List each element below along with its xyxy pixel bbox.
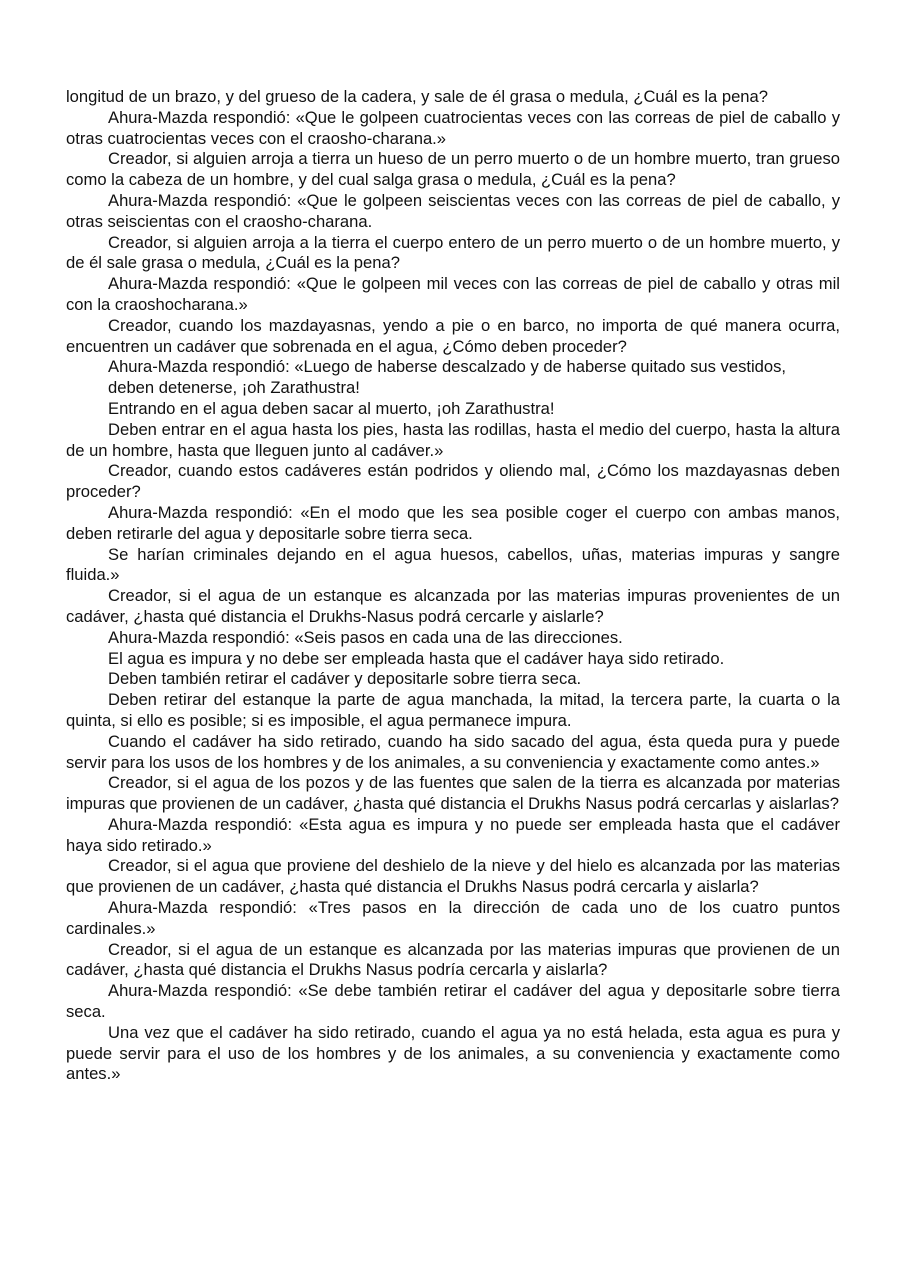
paragraph-22: Ahura-Mazda respondió: «Esta agua es impura y no puede ser empleada hasta que el cadáver haya sido retirado.» <box>66 814 840 855</box>
paragraph-12: Creador, cuando estos cadáveres están podridos y oliendo mal, ¿Cómo los mazdayasnas deben proceder? <box>66 461 840 502</box>
paragraph-4: Ahura-Mazda respondió: «Que le golpeen seiscientas veces con las correas de piel de caballo, y otras seiscientas con el craosho-charana. <box>66 190 840 231</box>
paragraph-9: deben detenerse, ¡oh Zarathustra! <box>108 378 360 398</box>
paragraph-8: Ahura-Mazda respondió: «Luego de haberse descalzado y de haberse quitado sus vestidos, <box>108 357 787 377</box>
paragraph-27: Una vez que el cadáver ha sido retirado, cuando el agua ya no está helada, esta agua es pura y puede servir para el uso de los hombres y de los animales, a su conveniencia y exactamente como antes.» <box>66 1022 840 1084</box>
paragraph-7: Creador, cuando los mazdayasnas, yendo a pie o en barco, no importa de qué manera ocurra, encuentren un cadáver que sobrenada en el agua, ¿Cómo deben proceder? <box>66 315 840 356</box>
paragraph-14: Se harían criminales dejando en el agua huesos, cabellos, uñas, materias impuras y sangre fluida.» <box>66 544 840 585</box>
paragraph-25: Creador, si el agua de un estanque es alcanzada por las materias impuras que provienen de un cadáver, ¿hasta qué distancia el Drukhs Nasus podría cercarla y aislarla? <box>66 939 840 980</box>
paragraph-5: Creador, si alguien arroja a la tierra el cuerpo entero de un perro muerto o de un hombre muerto, y de él sale grasa o medula, ¿Cuál es la pena? <box>66 232 840 273</box>
paragraph-20: Cuando el cadáver ha sido retirado, cuando ha sido sacado del agua, ésta queda pura y puede servir para los usos de los hombres y de los animales, a su conveniencia y exactamente como antes.» <box>66 731 840 772</box>
paragraph-23: Creador, si el agua que proviene del deshielo de la nieve y del hielo es alcanzada por las materias que provienen de un cadáver, ¿hasta qué distancia el Drukhs Nasus podrá cercarla y aislarla? <box>66 856 840 897</box>
paragraph-19: Deben retirar del estanque la parte de agua manchada, la mitad, la tercera parte, la cuarta o la quinta, si ello es posible; si es imposible, el agua permanece impura. <box>66 690 840 730</box>
paragraph-11: Deben entrar en el agua hasta los pies, hasta las rodillas, hasta el medio del cuerpo, hasta la altura de un hombre, hasta que lleguen junto al cadáver.» <box>66 419 840 460</box>
paragraph-24: Ahura-Mazda respondió: «Tres pasos en la dirección de cada uno de los cuatro puntos cardinales.» <box>66 898 840 938</box>
paragraph-1: longitud de un brazo, y del grueso de la cadera, y sale de él grasa o medula, ¿Cuál es la pena? <box>66 87 768 106</box>
document-page <box>66 87 840 1085</box>
paragraph-15: Creador, si el agua de un estanque es alcanzada por las materias impuras provenientes de un cadáver, ¿hasta qué distancia el Drukhs-Nasus podrá cercarle y aislarle? <box>66 586 840 626</box>
paragraph-26: Ahura-Mazda respondió: «Se debe también retirar el cadáver del agua y depositarle sobre tierra seca. <box>66 981 840 1022</box>
paragraph-18: Deben también retirar el cadáver y depositarle sobre tierra seca. <box>108 669 582 689</box>
paragraph-21: Creador, si el agua de los pozos y de las fuentes que salen de la tierra es alcanzada por materias impuras que provienen de un cadáver, ¿hasta qué distancia el Drukhs Nasus podrá cercarlas y aislarlas? <box>66 773 840 814</box>
paragraph-6: Ahura-Mazda respondió: «Que le golpeen mil veces con las correas de piel de caballo y otras mil con la craoshocharana.» <box>66 274 840 314</box>
paragraph-13: Ahura-Mazda respondió: «En el modo que les sea posible coger el cuerpo con ambas manos, deben retirarle del agua y depositarle sobre tierra seca. <box>66 502 840 543</box>
paragraph-17: El agua es impura y no debe ser empleada hasta que el cadáver haya sido retirado. <box>108 648 725 668</box>
paragraph-10: Entrando en el agua deben sacar al muerto, ¡oh Zarathustra! <box>108 398 555 418</box>
paragraph-16: Ahura-Mazda respondió: «Seis pasos en cada una de las direcciones. <box>108 627 623 647</box>
paragraph-3: Creador, si alguien arroja a tierra un hueso de un perro muerto o de un hombre muerto, tran grueso como la cabeza de un hombre, y del cual salga grasa o medula, ¿Cuál es la pena? <box>66 149 840 190</box>
paragraph-2: Ahura-Mazda respondió: «Que le golpeen cuatrocientas veces con las correas de piel de caballo y otras cuatrocientas veces con el craosho-charana.» <box>66 107 840 148</box>
